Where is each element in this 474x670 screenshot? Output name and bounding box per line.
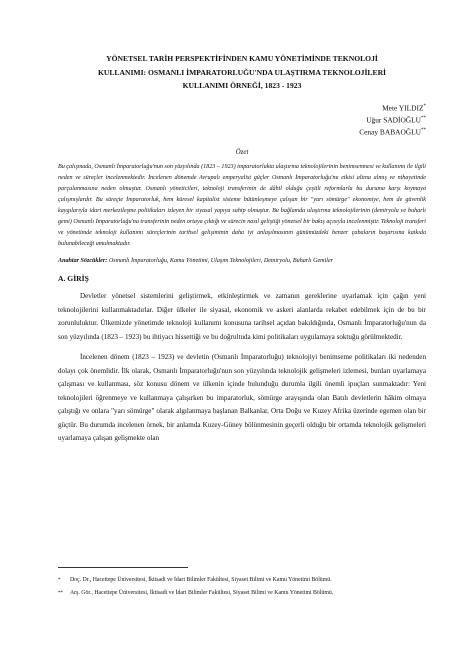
author-list bbox=[58, 101, 426, 138]
author-mark: ** bbox=[421, 128, 426, 134]
footnote-divider bbox=[58, 567, 188, 568]
footnote bbox=[58, 576, 426, 586]
author bbox=[58, 101, 426, 113]
title-line: KULLANIMI: OSMANLI İMPARATORLUĞU'NDA ULAŞTIRMA TEKNOLOJİLERİ bbox=[97, 67, 387, 77]
author bbox=[58, 125, 426, 137]
body-paragraph: İncelenen dönem (1823 – 1923) ve devletin (Osmanlı İmparatorluğu) teknolojiyi benimseme politikaları iki nedenden dolayı çok önemlidir. İlk olarak, Osmanlı İmparatorluğu'nun son yüzyılında teknolojik gelişmeleri izlemesi, bunları uyarlamaya çalışması ve kullanması, söz konusu dönem ve ülkenin içinde bulunduğu durumla ilgili önemli ipuçları sunmaktadır: Yeni teknolojileri öğrenmeye ve kullanmaya çalışırken bu imparatorluk, sömürge arayışında olan Batılı devletlerin hâkim olmaya çalıştığı ve onlara "yarı sömürge" olarak algılanmaya başlanan Balkanlar, Orta Doğu ve Kuzey Afrika üzerinde egemen olan bir güçtür. Bu durumda incelenen örnek, bir anlamda Kuzey-Güney bölünmesinin geçerli olduğu bir ortamda teknolojik gelişmeleri uyarlamaya çalışan gelişmekte olan bbox=[58, 353, 426, 442]
footnote-mark: ** bbox=[58, 590, 63, 596]
footnotes bbox=[58, 576, 426, 598]
keywords bbox=[58, 256, 426, 266]
body-paragraph: Devletler yönetsel sistemlerini geliştirmek, etkinleştirmek ve zamanın gereklerine uyarlamak için çağın yeni teknolojilerini kullanmaktadırlar. Diğer ülkeler ile siyasal, ekonomik ve askeri alanlarda rekabet edebilmek için de bu bir zorunluluktur. Ülkemizde yönetimde teknoloji kullanımı konusuna tarihsel açıdan bakıldığında, Osmanlı İmparatorluğu'nun da son yüzyılında (1823 – 1923) bu ihtiyacı hissettiği ve bu doğrultuda kimi politikaları uygulamaya soktuğu görülmektedir. bbox=[58, 292, 426, 341]
author bbox=[58, 113, 426, 125]
footnote-mark: * bbox=[58, 578, 61, 583]
author-name: Mete YILDIZ bbox=[382, 102, 424, 112]
abstract-text: Bu çalışmada, Osmanlı İmparatorluğu'nun son yüzyılında (1823 – 1923) imparatorlukta ulaştırma teknolojilerinin benimsenmesi ve kullanımı ile ilgili neden ve süreçler incelenmektedir. İncelenen dönemde Avrupalı emperyalist güçler Osmanlı İmparatorluğu'nu etkisi altına almış ve nihayetinde parçalanmasına neden olmuştur. Osmanlı yöneticileri, teknoloji transferinin de dâhil olduğu çeşitli reformlarla bu duruma karşı koymaya çalışmışlardır. Bu süreçte İmparatorluk, hem küresel kapitalist sisteme bütünleşmeye çalışan bir "yarı sömürge" ekonomiye, hem de güvenlik kaygılarıyla idari merkezileşme politikaları izleyen bir siyasal yapıya sahip olmuştur. Bu bağlamda ulaştırma teknolojilerinin (demiryolu ve buharlı gemi) Osmanlı İmparatorluğu'na transferinin neden ortaya çıktığı ve sürecin nasıl geliştiği yönetsel bir bakış açısıyla incelenmiştir. Teknoloji transferi ve yönetimde teknoloji kullanımı süreçlerinin tarihsel gelişiminin daha iyi anlaşılmasının günümüzdeki benzer çabaların başarısına katkıda bulunabileceği umulmaktadır. bbox=[58, 163, 426, 247]
title-line: KULLANIMI ÖRNEĞİ, 1823 - 1923 bbox=[182, 81, 302, 90]
paper-title bbox=[58, 52, 426, 93]
abstract-heading: Özet bbox=[235, 147, 249, 156]
author-mark: * bbox=[423, 103, 426, 109]
author-name: Uğur SADİOĞLU bbox=[366, 115, 421, 125]
footnote-text: Doç. Dr., Hacettepe Üniversitesi, İktisadi ve İdari Bilimler Fakültesi, Siyaset Bilimi ve Kamu Yönetimi Bölümü. bbox=[70, 577, 332, 583]
footnote-text: Arş. Gör., Hacettepe Üniversitesi, İktisadi ve İdari Bilimler Fakültesi, Siyaset Bilimi ve Kamu Yönetimi Bölümü. bbox=[70, 589, 334, 596]
section-heading: A. GİRİŞ bbox=[58, 274, 89, 283]
author-mark: ** bbox=[421, 115, 426, 121]
footnote bbox=[58, 589, 426, 599]
keywords-label: Anahtar Sözcükler: bbox=[58, 258, 108, 264]
title-line: YÖNETSEL TARİH PERSPEKTİFİNDEN KAMU YÖNETİMİNDE TEKNOLOJİ bbox=[106, 54, 378, 63]
keywords-list: Osmanlı İmparatorluğu, Kamu Yönetimi, Ulaşım Teknolojileri, Demiryolu, Buharlı Gemiler bbox=[108, 258, 334, 264]
author-name: Cenay BABAOĞLU bbox=[359, 127, 421, 137]
